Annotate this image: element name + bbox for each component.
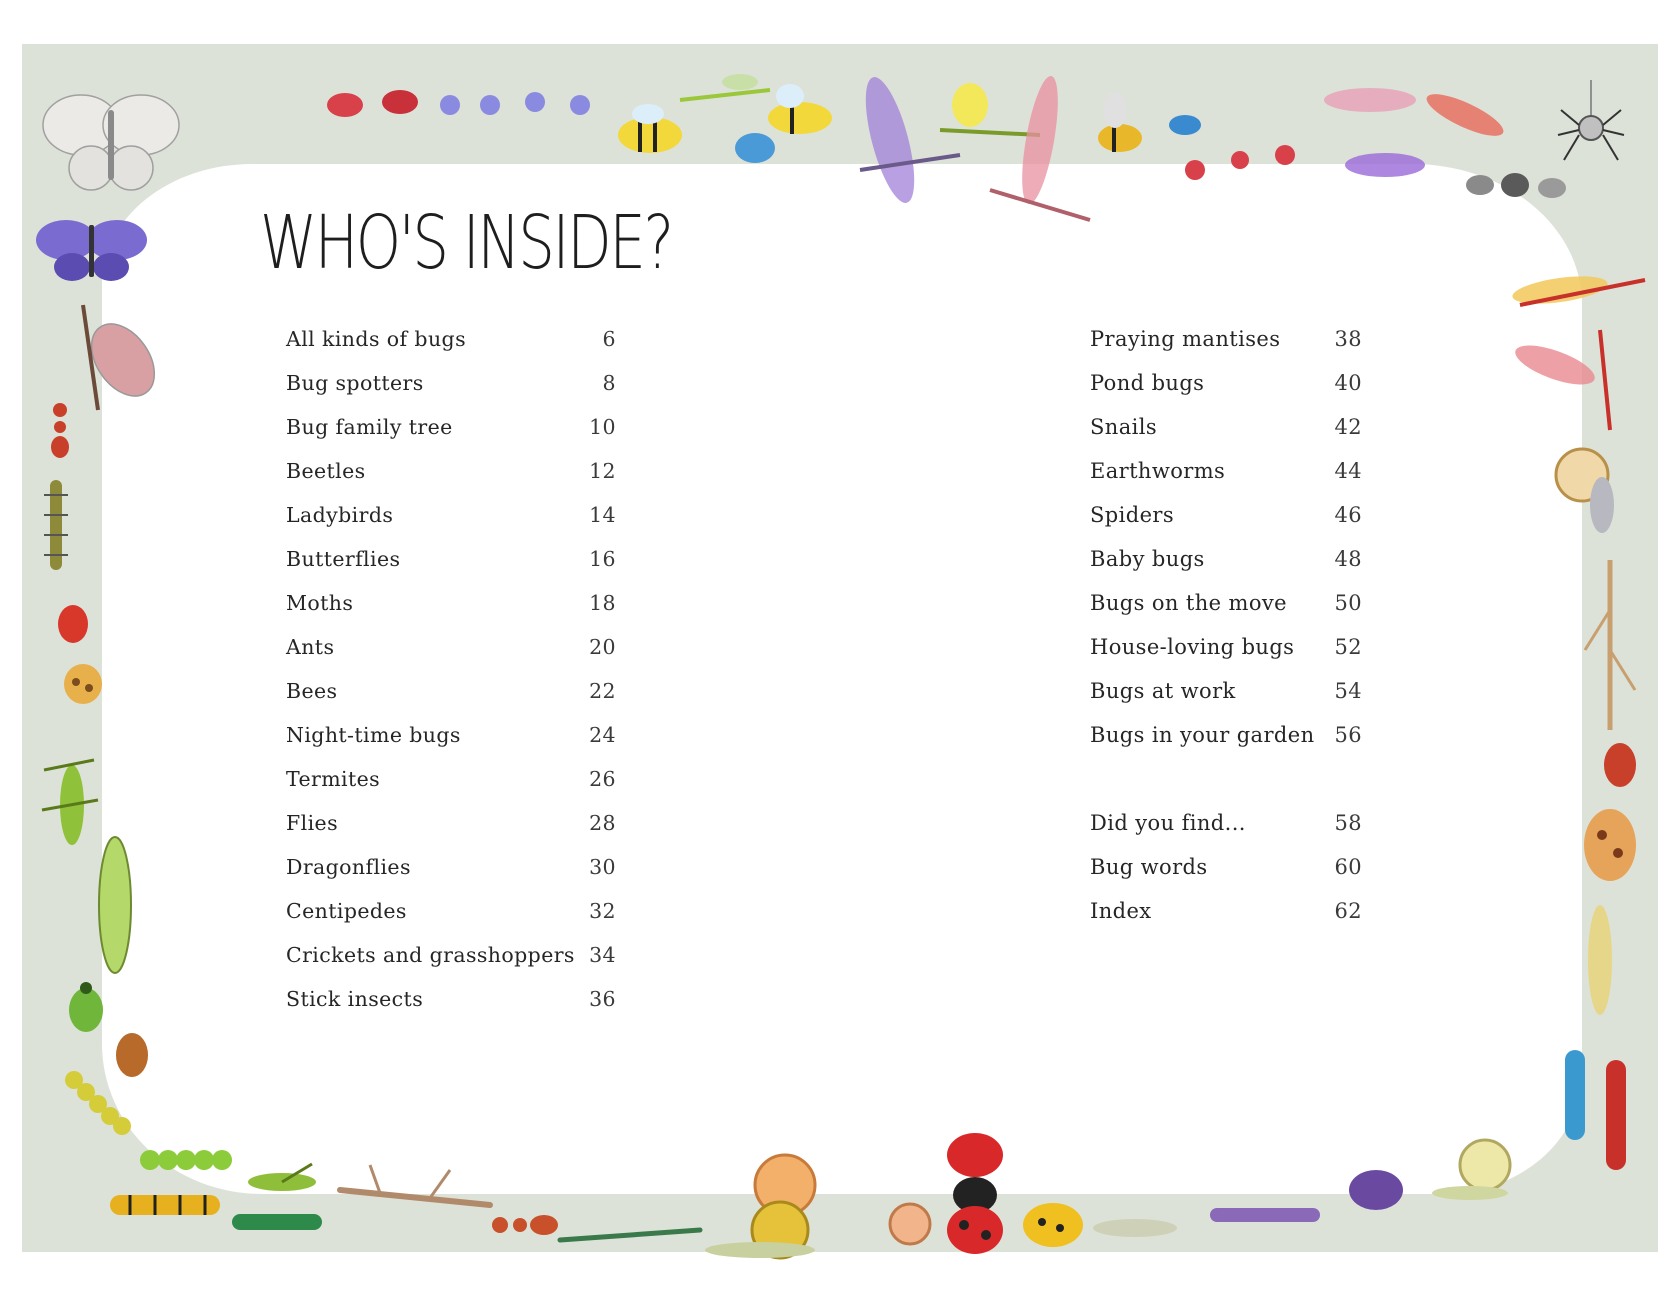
toc-entry-page: 38 [1334, 327, 1362, 351]
caterpillar-illustration [232, 1210, 322, 1234]
toc-entry-page: 36 [589, 987, 616, 1011]
dragonfly-illustration [1510, 330, 1630, 430]
contents-list-right [1090, 327, 1362, 767]
toc-entry [286, 503, 616, 547]
page-title: WHO'S INSIDE? [260, 200, 672, 286]
ladybird-illustration [1020, 1200, 1086, 1250]
toc-entry-page: 24 [589, 723, 616, 747]
toc-entry-title: Bees [286, 679, 338, 703]
toc-entry-page: 48 [1334, 547, 1362, 571]
toc-entry [1090, 635, 1362, 679]
toc-entry-page: 32 [589, 899, 616, 923]
toc-entry-page: 30 [589, 855, 616, 879]
caterpillar-illustration [140, 1140, 240, 1180]
toc-entry [286, 723, 616, 767]
toc-entry-page: 22 [589, 679, 616, 703]
toc-entry-title: Moths [286, 591, 354, 615]
toc-entry [286, 811, 616, 855]
toc-entry-page: 46 [1334, 503, 1362, 527]
caterpillar-illustration [110, 1190, 220, 1220]
butterfly-illustration [34, 215, 149, 285]
stick-insect-illustration [1580, 560, 1640, 730]
toc-entry-page: 58 [1334, 811, 1362, 835]
toc-entry-page: 16 [589, 547, 616, 571]
stick-insect-illustration [340, 1160, 490, 1220]
snail-illustration [1090, 1210, 1180, 1240]
toc-entry [1090, 723, 1362, 767]
toc-entry-page: 18 [589, 591, 616, 615]
centipede-illustration [1210, 1200, 1320, 1230]
toc-entry-title: Centipedes [286, 899, 407, 923]
contents-list-left [286, 327, 616, 1031]
toc-entry-title: Bug words [1090, 855, 1208, 879]
dragonfly-illustration [1420, 80, 1510, 150]
ladybird-illustration [940, 1130, 1010, 1260]
toc-entry [286, 635, 616, 679]
caterpillar-illustration [1560, 1050, 1590, 1140]
toc-entry [286, 459, 616, 503]
snail-illustration [880, 1200, 940, 1250]
snail-illustration [1552, 445, 1622, 535]
toc-entry [286, 415, 616, 459]
toc-entry-page: 10 [589, 415, 616, 439]
dragonfly-illustration [1510, 250, 1650, 330]
toc-entry-title: Bugs in your garden [1090, 723, 1315, 747]
toc-entry-page: 8 [602, 371, 616, 395]
toc-entry [1090, 327, 1362, 371]
dragonfly-illustration [680, 70, 770, 110]
fly-illustration [320, 80, 430, 130]
toc-entry-title: Bug family tree [286, 415, 453, 439]
ant-illustration [46, 400, 74, 460]
toc-entry-page: 40 [1334, 371, 1362, 395]
toc-entry-title: House-loving bugs [1090, 635, 1295, 659]
toc-entry [1090, 811, 1362, 855]
toc-entry-page: 26 [589, 767, 616, 791]
toc-entry-page: 34 [589, 943, 616, 967]
grasshopper-illustration [242, 1160, 322, 1200]
beetle-illustration [1600, 740, 1640, 790]
mosquito-illustration [430, 80, 600, 130]
toc-entry [286, 591, 616, 635]
toc-entry-page: 52 [1334, 635, 1362, 659]
toc-entry [286, 899, 616, 943]
toc-entry-page: 60 [1334, 855, 1362, 879]
toc-entry-title: Flies [286, 811, 338, 835]
toc-entry-title: Night-time bugs [286, 723, 461, 747]
toc-entry-page: 56 [1334, 723, 1362, 747]
dragonfly-illustration [1340, 140, 1430, 190]
moth-illustration [68, 300, 168, 420]
toc-entry-page: 62 [1334, 899, 1362, 923]
dragonfly-illustration [1320, 70, 1420, 130]
toc-entry-title: Butterflies [286, 547, 401, 571]
stick-insect-illustration [90, 830, 140, 980]
beetle-illustration [64, 980, 108, 1036]
toc-entry-title: Spiders [1090, 503, 1175, 527]
toc-entry-title: Ants [286, 635, 335, 659]
toc-entry [286, 371, 616, 415]
toc-entry-page: 50 [1334, 591, 1362, 615]
toc-entry [286, 547, 616, 591]
toc-entry [1090, 503, 1362, 547]
toc-entry-title: Praying mantises [1090, 327, 1281, 351]
toc-entry [286, 327, 616, 371]
toc-entry [286, 855, 616, 899]
dragonfly-illustration [980, 70, 1100, 230]
toc-entry-title: Pond bugs [1090, 371, 1205, 395]
caterpillar-illustration [64, 1070, 144, 1140]
bee-illustration [760, 80, 840, 140]
toc-entry [1090, 459, 1362, 503]
contents-list-extra [1090, 811, 1362, 943]
snail-illustration [1430, 1135, 1520, 1205]
toc-entry [1090, 415, 1362, 459]
toc-entry-title: Crickets and grasshoppers [286, 943, 575, 967]
toc-entry [1090, 371, 1362, 415]
toc-entry-title: Dragonflies [286, 855, 411, 879]
toc-entry-page: 12 [589, 459, 616, 483]
toc-entry-page: 44 [1334, 459, 1362, 483]
toc-entry [1090, 899, 1362, 943]
bee-illustration [1090, 90, 1150, 160]
toc-entry-title: Bugs at work [1090, 679, 1236, 703]
toc-entry-page: 42 [1334, 415, 1362, 439]
toc-entry [1090, 547, 1362, 591]
bee-illustration [610, 100, 690, 160]
toc-entry [286, 987, 616, 1031]
toc-entry [1090, 591, 1362, 635]
toc-entry-title: Earthworms [1090, 459, 1226, 483]
toc-entry [286, 679, 616, 723]
toc-entry-page: 20 [589, 635, 616, 659]
butterfly-illustration [36, 80, 186, 200]
toc-entry-title: Beetles [286, 459, 366, 483]
toc-entry-title: Baby bugs [1090, 547, 1205, 571]
toc-entry-page: 6 [602, 327, 616, 351]
beetle-illustration [56, 600, 90, 644]
toc-entry-title: All kinds of bugs [286, 327, 466, 351]
beetle-illustration [1346, 1165, 1406, 1215]
centipede-illustration [44, 480, 68, 570]
stick-insect-illustration [560, 1220, 700, 1260]
beetle-illustration [62, 660, 104, 706]
toc-entry [286, 943, 616, 987]
moth-illustration [1580, 805, 1640, 885]
toc-entry [286, 767, 616, 811]
toc-entry-title: Snails [1090, 415, 1158, 439]
fly-illustration [1460, 160, 1570, 210]
toc-entry [1090, 855, 1362, 899]
toc-entry-title: Index [1090, 899, 1152, 923]
centipede-illustration [1596, 1060, 1636, 1170]
toc-entry-page: 14 [589, 503, 616, 527]
toc-entry-page: 28 [589, 811, 616, 835]
stick-insect-illustration [1580, 900, 1620, 1020]
toc-entry-title: Ladybirds [286, 503, 394, 527]
toc-entry-page: 54 [1334, 679, 1362, 703]
ant-illustration [1180, 130, 1320, 190]
snail-illustration [700, 1150, 840, 1260]
toc-entry-title: Did you find... [1090, 811, 1246, 835]
toc-entry-title: Stick insects [286, 987, 424, 1011]
toc-entry-title: Bugs on the move [1090, 591, 1288, 615]
toc-entry-title: Termites [286, 767, 381, 791]
toc-entry [1090, 679, 1362, 723]
ant-illustration [490, 1210, 560, 1240]
toc-entry-title: Bug spotters [286, 371, 424, 395]
